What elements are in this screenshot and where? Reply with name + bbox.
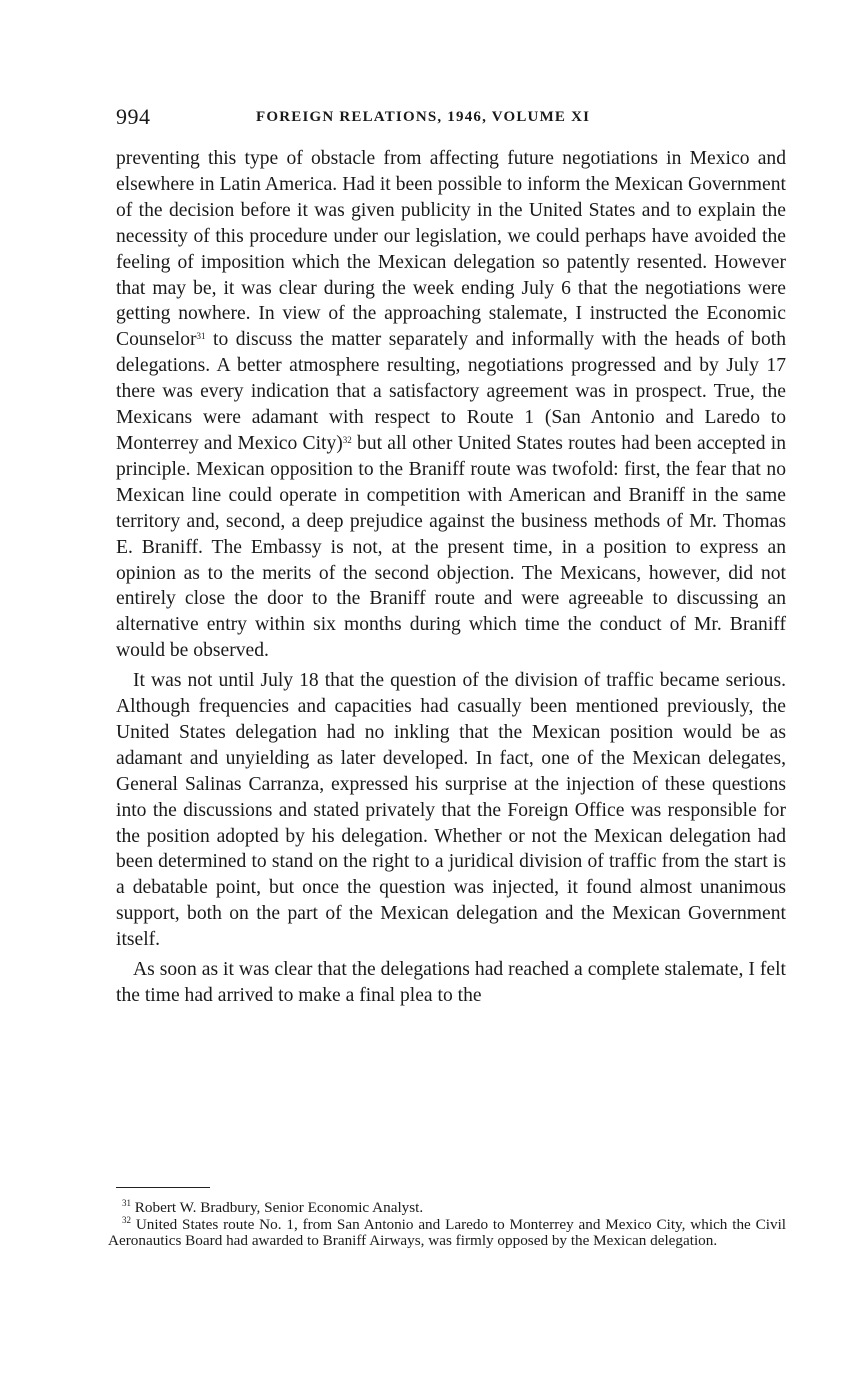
- footnote-32: [108, 1217, 786, 1249]
- paragraph-1-part-b: to discuss the matter separately and informally with the heads of both delegations. A better atmosphere resulting, negotiations progressed and by July 17 there was every indication that a satisfactory agreement was in prospect. True, the Mexicans were adamant with respect to Route 1 (San Antonio and Laredo to Monterrey and Mexico City): [116, 329, 786, 454]
- page-header: [116, 104, 786, 134]
- page-number: 994: [116, 104, 151, 129]
- paragraph-2: It was not until July 18 that the question of the division of traffic became serious. Although frequencies and capacities had casually been mentioned previously, the United States delegation had no inkling that the Mexican position would be as adamant and unyielding as later developed. In fact, one of the Mexican delegates, General Salinas Carranza, expressed his surprise at the injection of these questions into the discussions and stated privately that the Foreign Office was responsible for the position adopted by his delegation. Whether or not the Mexican delegation had been determined to stand on the right to a juridical division of traffic from the start is a debatable point, but once the question was injected, it found almost unanimous support, both on the part of the Mexican delegation and the Mexican Government itself.: [116, 670, 786, 951]
- body-text: [116, 146, 786, 1013]
- running-title: FOREIGN RELATIONS, 1946, VOLUME XI: [256, 109, 591, 125]
- footnotes: [108, 1200, 786, 1250]
- paragraph-1: [116, 146, 786, 664]
- paragraph-3: As soon as it was clear that the delegations had reached a complete stalemate, I felt the time had arrived to make a final plea to the: [116, 959, 786, 1006]
- footnote-marker: 32: [122, 1215, 131, 1225]
- footnote-text: United States route No. 1, from San Antonio and Laredo to Monterrey and Mexico City, which the Civil Aeronautics Board had awarded to Braniff Airways, was firmly opposed by the Mexican delegation.: [108, 1216, 787, 1249]
- footnote-text: Robert W. Bradbury, Senior Economic Analyst.: [134, 1199, 424, 1216]
- paragraph-1-part-c: but all other United States routes had been accepted in principle. Mexican opposition to the Braniff route was twofold: first, the fear that no Mexican line could operate in competition with American and Braniff in the same territory and, second, a deep prejudice against the business methods of Mr. Thomas E. Braniff. The Embassy is not, at the present time, in a position to express an opinion as to the merits of the second objection. The Mexicans, however, did not entirely close the door to the Braniff route and were agreeable to discussing an alternative entry within six months during which time the conduct of Mr. Braniff would be observed.: [116, 432, 786, 662]
- paragraph-1-part-a: preventing this type of obstacle from affecting future negotiations in Mexico and elsewhere in Latin America. Had it been possible to inform the Mexican Government of the decision before it was given publicity in the United States and to explain the necessity of this procedure under our legislation, we could perhaps have avoided the feeling of imposition which the Mexican delegation so patently resented. However that may be, it was clear during the week ending July 6 that the negotiations were getting nowhere. In view of the approaching stalemate, I instructed the Economic Counselor: [116, 148, 786, 351]
- footnote-31: [108, 1200, 786, 1216]
- footnote-marker: 31: [122, 1198, 131, 1208]
- footnote-ref-31: 31: [196, 331, 206, 342]
- footnote-ref-32: 32: [342, 434, 352, 445]
- footnote-divider: [116, 1187, 210, 1188]
